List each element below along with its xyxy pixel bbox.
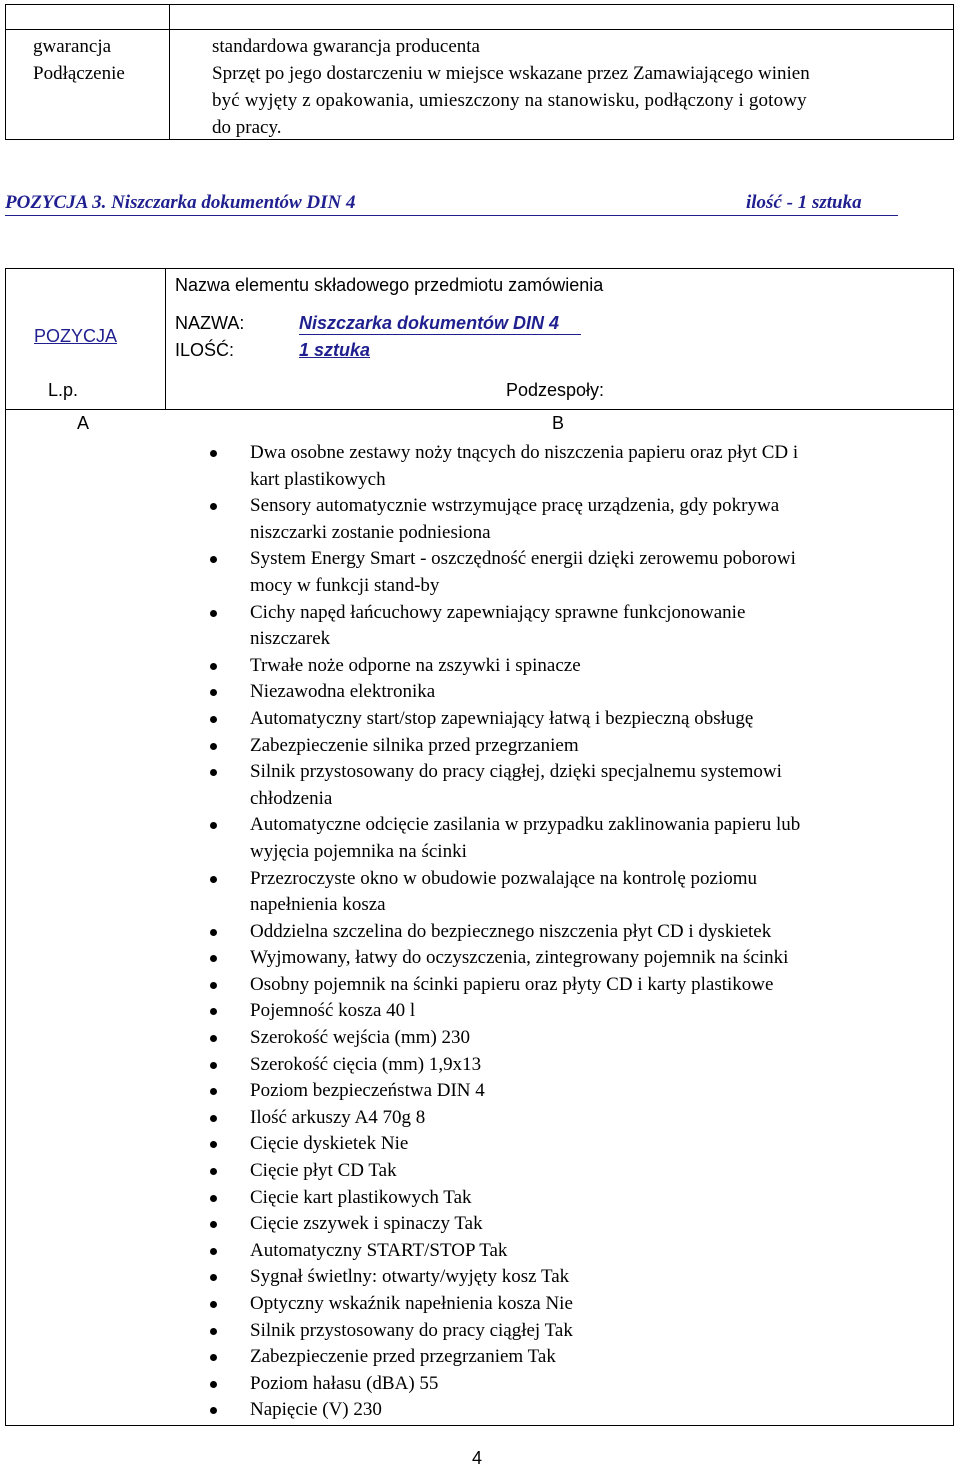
feature-text: Sygnał świetlny: otwarty/wyjęty kosz Tak	[250, 1266, 570, 1288]
feature-item	[210, 1185, 945, 1212]
feature-text: chłodzenia	[250, 787, 333, 809]
feature-item	[210, 1291, 945, 1318]
feature-text: Wyjmowany, łatwy do oczyszczenia, zintegrowany pojemnik na ścinki	[250, 947, 789, 969]
feature-item	[210, 919, 945, 946]
feature-text: Osobny pojemnik na ścinki papieru oraz płyty CD i karty plastikowe	[250, 973, 774, 995]
feature-list	[210, 440, 945, 1424]
name-label: NAZWA:	[175, 313, 245, 333]
feature-text: Automatyczny START/STOP Tak	[250, 1239, 508, 1261]
feature-text: Zabezpieczenie silnika przed przegrzaniem	[250, 734, 579, 756]
feature-text: kart plastikowych	[250, 468, 386, 490]
feature-item	[210, 972, 945, 999]
feature-item	[210, 706, 945, 733]
feature-item	[210, 1078, 945, 1105]
feature-item	[210, 1052, 945, 1079]
feature-text: Cięcie kart plastikowych Tak	[250, 1186, 472, 1208]
feature-text: Automatyczne odcięcie zasilania w przypadku zaklinowania papieru lub	[250, 814, 801, 836]
feature-text: Cięcie dyskietek Nie	[250, 1133, 409, 1155]
row-label-gwarancja: gwarancja	[33, 36, 112, 57]
feature-item	[210, 866, 945, 919]
position-quantity: ilość - 1 sztuka	[746, 192, 862, 213]
feature-item	[210, 812, 945, 865]
feature-item	[210, 546, 945, 599]
feature-item	[210, 945, 945, 972]
row-label-podlaczenie: Podłączenie	[33, 63, 125, 84]
row-value-podlaczenie-line3: do pracy.	[212, 117, 282, 138]
feature-item	[210, 1158, 945, 1185]
feature-item	[210, 1264, 945, 1291]
feature-text: Napięcie (V) 230	[250, 1399, 382, 1421]
feature-text: Cięcie płyt CD Tak	[250, 1160, 397, 1182]
heading-underline	[5, 215, 898, 216]
table-column-divider	[169, 5, 170, 139]
feature-item	[210, 1344, 945, 1371]
feature-text: Dwa osobne zestawy noży tnących do niszczenia papieru oraz płyt CD i	[250, 442, 799, 463]
feature-text: niszczarki zostanie podniesiona	[250, 521, 491, 543]
position-title: POZYCJA 3. Niszczarka dokumentów DIN 4	[5, 192, 356, 213]
feature-text: Ilość arkuszy A4 70g 8	[250, 1106, 426, 1128]
feature-text: Cichy napęd łańcuchowy zapewniający sprawne funkcjonowanie	[250, 601, 746, 623]
lp-label: L.p.	[48, 380, 79, 400]
feature-text: Trwałe noże odporne na zszywki i spinacze	[250, 654, 581, 676]
feature-item	[210, 679, 945, 706]
feature-text: napełnienia kosza	[250, 894, 386, 916]
feature-text: Automatyczny start/stop zapewniający łatwą i bezpieczną obsługę	[250, 707, 754, 729]
feature-text: Oddzielna szczelina do bezpiecznego niszczenia płyt CD i dyskietek	[250, 920, 772, 942]
feature-text: Pojemność kosza 40 l	[250, 1000, 416, 1022]
feature-item	[210, 493, 945, 546]
feature-item	[210, 600, 945, 653]
feature-text: Poziom bezpieczeństwa DIN 4	[250, 1080, 485, 1102]
feature-item	[210, 653, 945, 680]
position-heading	[5, 192, 898, 218]
feature-text: Cięcie zszywek i spinaczy Tak	[250, 1213, 483, 1235]
feature-item	[210, 1211, 945, 1238]
feature-text: mocy w funkcji stand-by	[250, 574, 440, 596]
page-number: 4	[472, 1448, 483, 1468]
row-value-gwarancja: standardowa gwarancja producenta	[212, 36, 480, 57]
column-b-label: B	[552, 413, 565, 433]
feature-text: Sensory automatycznie wstrzymujące pracę urządzenia, gdy pokrywa	[250, 495, 780, 517]
feature-item	[210, 1318, 945, 1345]
feature-item	[210, 1025, 945, 1052]
feature-text: Szerokość wejścia (mm) 230	[250, 1027, 471, 1049]
feature-text: Poziom hałasu (dBA) 55	[250, 1372, 439, 1394]
quantity-value: 1 sztuka	[299, 340, 371, 360]
feature-item	[210, 1105, 945, 1132]
feature-text: Zabezpieczenie przed przegrzaniem Tak	[250, 1346, 556, 1368]
feature-item	[210, 998, 945, 1025]
table-row-divider	[6, 29, 953, 30]
quantity-label: ILOŚĆ:	[175, 340, 235, 360]
feature-text: Niezawodna elektronika	[250, 681, 436, 703]
feature-text: Silnik przystosowany do pracy ciągłej Tak	[250, 1319, 573, 1341]
table-column-divider	[165, 269, 166, 409]
pozycja-label: POZYCJA	[34, 326, 118, 346]
feature-text: Szerokość cięcia (mm) 1,9x13	[250, 1053, 482, 1075]
feature-text: System Energy Smart - oszczędność energii dzięki zerowemu poborowi	[250, 548, 796, 570]
feature-text: Optyczny wskaźnik napełnienia kosza Nie	[250, 1293, 573, 1314]
components-label: Podzespoły:	[506, 380, 605, 400]
row-value-podlaczenie-line1: Sprzęt po jego dostarczeniu w miejsce wskazane przez Zamawiającego winien	[212, 63, 810, 84]
column-a-label: A	[77, 413, 90, 433]
feature-text: Silnik przystosowany do pracy ciągłej, dzięki specjalnemu systemowi	[250, 761, 782, 783]
warranty-table	[5, 4, 954, 140]
feature-item	[210, 733, 945, 760]
feature-item	[210, 440, 945, 493]
feature-item	[210, 1238, 945, 1265]
element-heading: Nazwa elementu składowego przedmiotu zamówienia	[175, 275, 604, 295]
feature-item	[210, 1371, 945, 1398]
feature-text: niszczarek	[250, 628, 331, 650]
name-value: Niszczarka dokumentów DIN 4	[299, 313, 581, 335]
feature-item	[210, 759, 945, 812]
feature-text: wyjęcia pojemnika na ścinki	[250, 840, 467, 862]
feature-item	[210, 1397, 945, 1424]
feature-item	[210, 1131, 945, 1158]
feature-text: Przezroczyste okno w obudowie pozwalające na kontrolę poziomu	[250, 867, 758, 889]
table-row-divider	[6, 409, 953, 410]
row-value-podlaczenie-line2: być wyjęty z opakowania, umieszczony na stanowisku, podłączony i gotowy	[212, 90, 807, 111]
